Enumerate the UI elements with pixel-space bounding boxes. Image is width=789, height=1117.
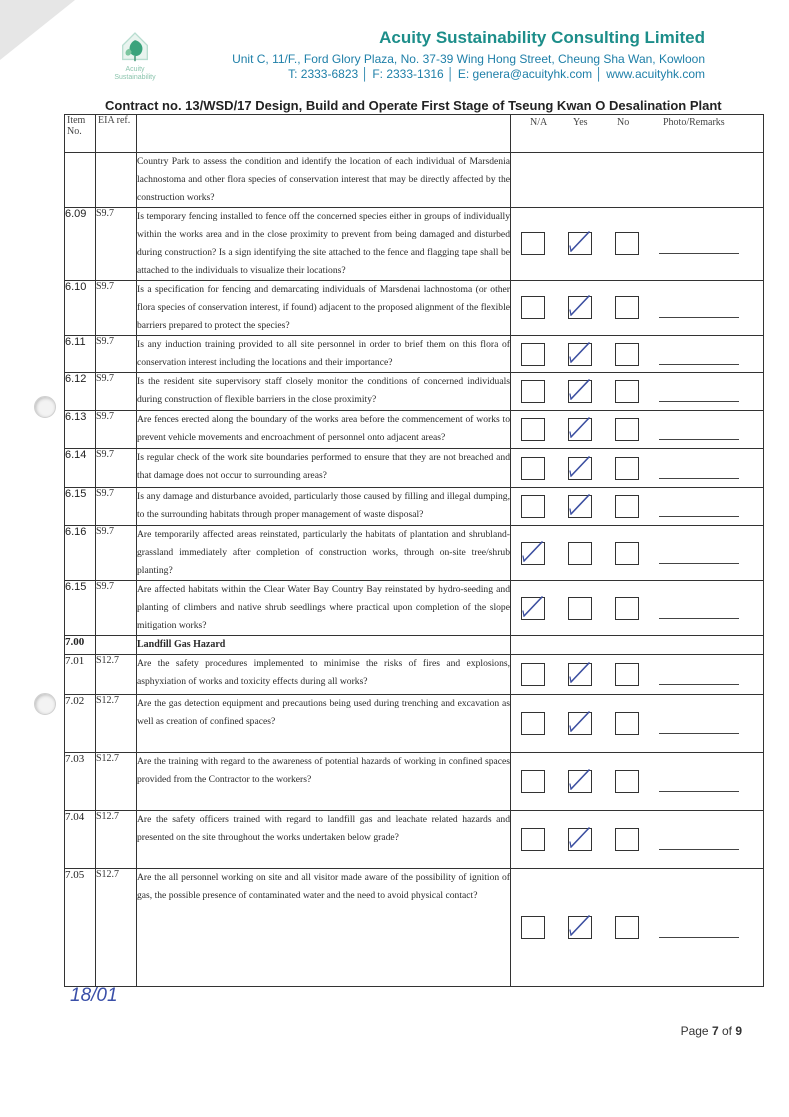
checkbox-na[interactable] — [521, 418, 545, 441]
eia-ref: S12.7 — [96, 811, 137, 869]
check-mark-icon — [567, 377, 593, 403]
eia-ref: S12.7 — [96, 869, 137, 987]
check-mark-icon — [567, 825, 593, 851]
remarks-line[interactable] — [659, 937, 739, 938]
checkbox-no[interactable] — [615, 597, 639, 620]
checkbox-no[interactable] — [615, 232, 639, 255]
eia-ref: S9.7 — [96, 581, 137, 636]
answer-cell — [511, 526, 764, 581]
answer-cell — [511, 373, 764, 411]
checkbox-na[interactable] — [521, 343, 545, 366]
checkbox-no[interactable] — [615, 495, 639, 518]
item-number: 6.11 — [65, 336, 96, 373]
checkbox-no[interactable] — [615, 663, 639, 686]
checklist-question: Are the safety officers trained with regard to landfill gas and leachate related hazards and presented on the site throughout the works undertaken below grade? — [137, 811, 511, 869]
checklist-question: Are temporarily affected areas reinstated, particularly the habitats of plantation and shrubland-grassland immediately after completion of construction works, through on-site tree/shrub planting? — [137, 526, 511, 581]
checklist-question: Country Park to assess the condition and identify the location of each individual of Marsdenia lachnostoma and other flora species of conservation interest that may be directly affected by the construction works? — [137, 153, 511, 208]
eia-ref: S9.7 — [96, 526, 137, 581]
eia-ref: S9.7 — [96, 449, 137, 488]
col-header-remarks: Photo/Remarks — [663, 117, 725, 128]
remarks-line[interactable] — [659, 401, 739, 402]
company-contact: T: 2333-6823 │ F: 2333-1316 │ E: genera@acuityhk.com │ www.acuityhk.com — [288, 67, 705, 81]
checkbox-no[interactable] — [615, 542, 639, 565]
checkbox-na[interactable] — [521, 916, 545, 939]
remarks-line[interactable] — [659, 733, 739, 734]
handwritten-note: 18/01 — [70, 985, 118, 1006]
checkbox-yes[interactable] — [568, 597, 592, 620]
answer-cell — [511, 449, 764, 488]
table-row — [65, 655, 764, 695]
eia-ref: S9.7 — [96, 336, 137, 373]
checklist-question: Is a specification for fencing and demarcating individuals of Marsdenai lachnostoma (or other flora species of conservation interest, if found) adjacent to the proposed alignment of the flexible barriers prepared to protect the species? — [137, 281, 511, 336]
col-header-eia: EIA ref. — [96, 115, 137, 153]
table-row — [65, 153, 764, 208]
remarks-line[interactable] — [659, 684, 739, 685]
eia-ref: S12.7 — [96, 655, 137, 695]
remarks-line[interactable] — [659, 618, 739, 619]
table-row — [65, 449, 764, 488]
checkbox-na[interactable] — [521, 495, 545, 518]
answer-cell — [511, 411, 764, 449]
eia-ref: S9.7 — [96, 208, 137, 281]
checkbox-na[interactable] — [521, 663, 545, 686]
checkbox-na[interactable] — [521, 828, 545, 851]
checklist-question: Is any damage and disturbance avoided, particularly those caused by filling and illegal dumping, to the surrounding habitats through proper management of waste disposal? — [137, 488, 511, 526]
check-mark-icon — [567, 492, 593, 518]
answer-cell — [511, 695, 764, 753]
check-mark-icon — [567, 293, 593, 319]
checkbox-na[interactable] — [521, 232, 545, 255]
item-number — [65, 153, 96, 208]
checklist-question: Are the gas detection equipment and precautions being used during trenching and excavation as well as creation of confined spaces? — [137, 695, 511, 753]
check-mark-icon — [567, 767, 593, 793]
item-number: 7.02 — [65, 695, 96, 753]
table-row — [65, 811, 764, 869]
answer-cell — [511, 869, 764, 987]
checkbox-no[interactable] — [615, 712, 639, 735]
table-row — [65, 753, 764, 811]
item-number: 6.14 — [65, 449, 96, 488]
checkbox-no[interactable] — [615, 343, 639, 366]
table-row — [65, 869, 764, 987]
checklist-question: Are fences erected along the boundary of the works area before the commencement of works to prevent vehicle movements and encroachment of personnel onto adjacent areas? — [137, 411, 511, 449]
col-header-description — [137, 115, 511, 153]
col-header-yes: Yes — [573, 117, 588, 128]
remarks-line[interactable] — [659, 791, 739, 792]
eia-ref — [96, 153, 137, 208]
answer-cell — [511, 208, 764, 281]
remarks-line[interactable] — [659, 253, 739, 254]
checkbox-no[interactable] — [615, 770, 639, 793]
remarks-line[interactable] — [659, 317, 739, 318]
remarks-line[interactable] — [659, 478, 739, 479]
company-address: Unit C, 11/F., Ford Glory Plaza, No. 37-39 Wing Hong Street, Cheung Sha Wan, Kowloon — [232, 52, 705, 66]
checkbox-no[interactable] — [615, 380, 639, 403]
table-row — [65, 695, 764, 753]
eia-ref: S9.7 — [96, 411, 137, 449]
remarks-line[interactable] — [659, 849, 739, 850]
check-mark-icon — [567, 709, 593, 735]
answer-cell — [511, 753, 764, 811]
checkbox-yes[interactable] — [568, 542, 592, 565]
checkbox-na[interactable] — [521, 712, 545, 735]
checkbox-no[interactable] — [615, 418, 639, 441]
page-prefix: Page — [680, 1024, 712, 1038]
punch-hole — [34, 396, 56, 418]
answer-cell — [511, 636, 764, 655]
item-number: 6.15 — [65, 488, 96, 526]
col-header-no: No — [617, 117, 630, 128]
page-current: 7 — [711, 1024, 719, 1038]
check-mark-icon — [567, 454, 593, 480]
answer-cell — [511, 488, 764, 526]
table-row — [65, 208, 764, 281]
checklist-table — [64, 114, 764, 987]
checklist-question: Are the all personnel working on site and all visitor made aware of the possibility of ignition of gas, the possible presence of contaminated water and the need to avoid physical contact? — [137, 869, 511, 987]
table-row — [65, 336, 764, 373]
checkbox-no[interactable] — [615, 296, 639, 319]
checklist-question: Is any induction training provided to all site personnel in order to brief them on this flora of conservation interest including the locations and their importance? — [137, 336, 511, 373]
answer-cell — [511, 336, 764, 373]
item-number: 7.00 — [65, 636, 96, 655]
eia-ref — [96, 636, 137, 655]
section-row — [65, 636, 764, 655]
logo-wordmark — [105, 66, 165, 82]
table-row — [65, 488, 764, 526]
answer-cell — [511, 811, 764, 869]
item-number: 6.13 — [65, 411, 96, 449]
checkbox-na[interactable] — [521, 457, 545, 480]
page-total: 9 — [735, 1024, 742, 1038]
checkbox-no[interactable] — [615, 916, 639, 939]
checklist-question: Are the training with regard to the awareness of potential hazards of working in confined spaces provided from the Contractor to the workers? — [137, 753, 511, 811]
col-header-item: Item No. — [65, 115, 96, 153]
checklist-question: Are the safety procedures implemented to minimise the risks of fires and explosions, asphyxiation of works and toxicity effects during all works? — [137, 655, 511, 695]
checklist-question: Are affected habitats within the Clear Water Bay Country Bay reinstated by hydro-seeding and planting of climbers and native shrub seedlings where practical upon completion of the slope mitigation works? — [137, 581, 511, 636]
eia-ref: S12.7 — [96, 695, 137, 753]
answer-cell — [511, 153, 764, 208]
contract-title: Contract no. 13/WSD/17 Design, Build and Operate First Stage of Tseung Kwan O Desalination Plant — [105, 98, 722, 113]
item-number: 6.16 — [65, 526, 96, 581]
checklist-question: Is the resident site supervisory staff closely monitor the conditions of concerned individuals during construction of flexible barriers in the close proximity? — [137, 373, 511, 411]
check-mark-icon — [567, 340, 593, 366]
checklist-question: Landfill Gas Hazard — [137, 636, 511, 655]
table-header-row — [65, 115, 764, 153]
checkbox-na[interactable] — [521, 380, 545, 403]
table-row — [65, 281, 764, 336]
item-number: 6.10 — [65, 281, 96, 336]
item-number: 7.01 — [65, 655, 96, 695]
check-mark-icon — [567, 660, 593, 686]
checklist-question: Is temporary fencing installed to fence off the concerned species either in groups of individually within the works area and in the close proximity to prevent from being damaged and disturbed during construction? Is a sign identifying the site attached to the fence and flagging tape shall be attached to the individuals to visualize their locations? — [137, 208, 511, 281]
item-number: 6.15 — [65, 581, 96, 636]
check-mark-icon — [567, 913, 593, 939]
check-mark-icon — [520, 539, 546, 565]
table-row — [65, 411, 764, 449]
logo-text-line: Acuity — [125, 66, 145, 73]
page-number — [681, 1024, 742, 1038]
check-mark-icon — [520, 594, 546, 620]
logo-text-line: Sustainability — [114, 74, 156, 81]
check-mark-icon — [567, 229, 593, 255]
page-fold-corner — [0, 0, 75, 60]
page-mid: of — [718, 1024, 736, 1038]
check-mark-icon — [567, 415, 593, 441]
col-header-na: N/A — [530, 117, 548, 128]
checkbox-no[interactable] — [615, 457, 639, 480]
eia-ref: S9.7 — [96, 281, 137, 336]
punch-hole — [34, 693, 56, 715]
item-number: 7.04 — [65, 811, 96, 869]
eia-ref: S9.7 — [96, 488, 137, 526]
item-number: 6.12 — [65, 373, 96, 411]
answer-cell — [511, 281, 764, 336]
eia-ref: S12.7 — [96, 753, 137, 811]
remarks-line[interactable] — [659, 364, 739, 365]
table-row — [65, 526, 764, 581]
col-header-answers — [511, 115, 764, 153]
checkbox-no[interactable] — [615, 828, 639, 851]
remarks-line[interactable] — [659, 563, 739, 564]
answer-cell — [511, 655, 764, 695]
eia-ref: S9.7 — [96, 373, 137, 411]
company-name: Acuity Sustainability Consulting Limited — [379, 28, 705, 47]
checkbox-na[interactable] — [521, 770, 545, 793]
answer-cell — [511, 581, 764, 636]
table-row — [65, 373, 764, 411]
checkbox-na[interactable] — [521, 296, 545, 319]
item-number: 6.09 — [65, 208, 96, 281]
remarks-line[interactable] — [659, 439, 739, 440]
remarks-line[interactable] — [659, 516, 739, 517]
checklist-question: Is regular check of the work site boundaries performed to ensure that they are not breached and that damage does not occur to surrounding areas? — [137, 449, 511, 488]
item-number: 7.05 — [65, 869, 96, 987]
item-number: 7.03 — [65, 753, 96, 811]
table-row — [65, 581, 764, 636]
